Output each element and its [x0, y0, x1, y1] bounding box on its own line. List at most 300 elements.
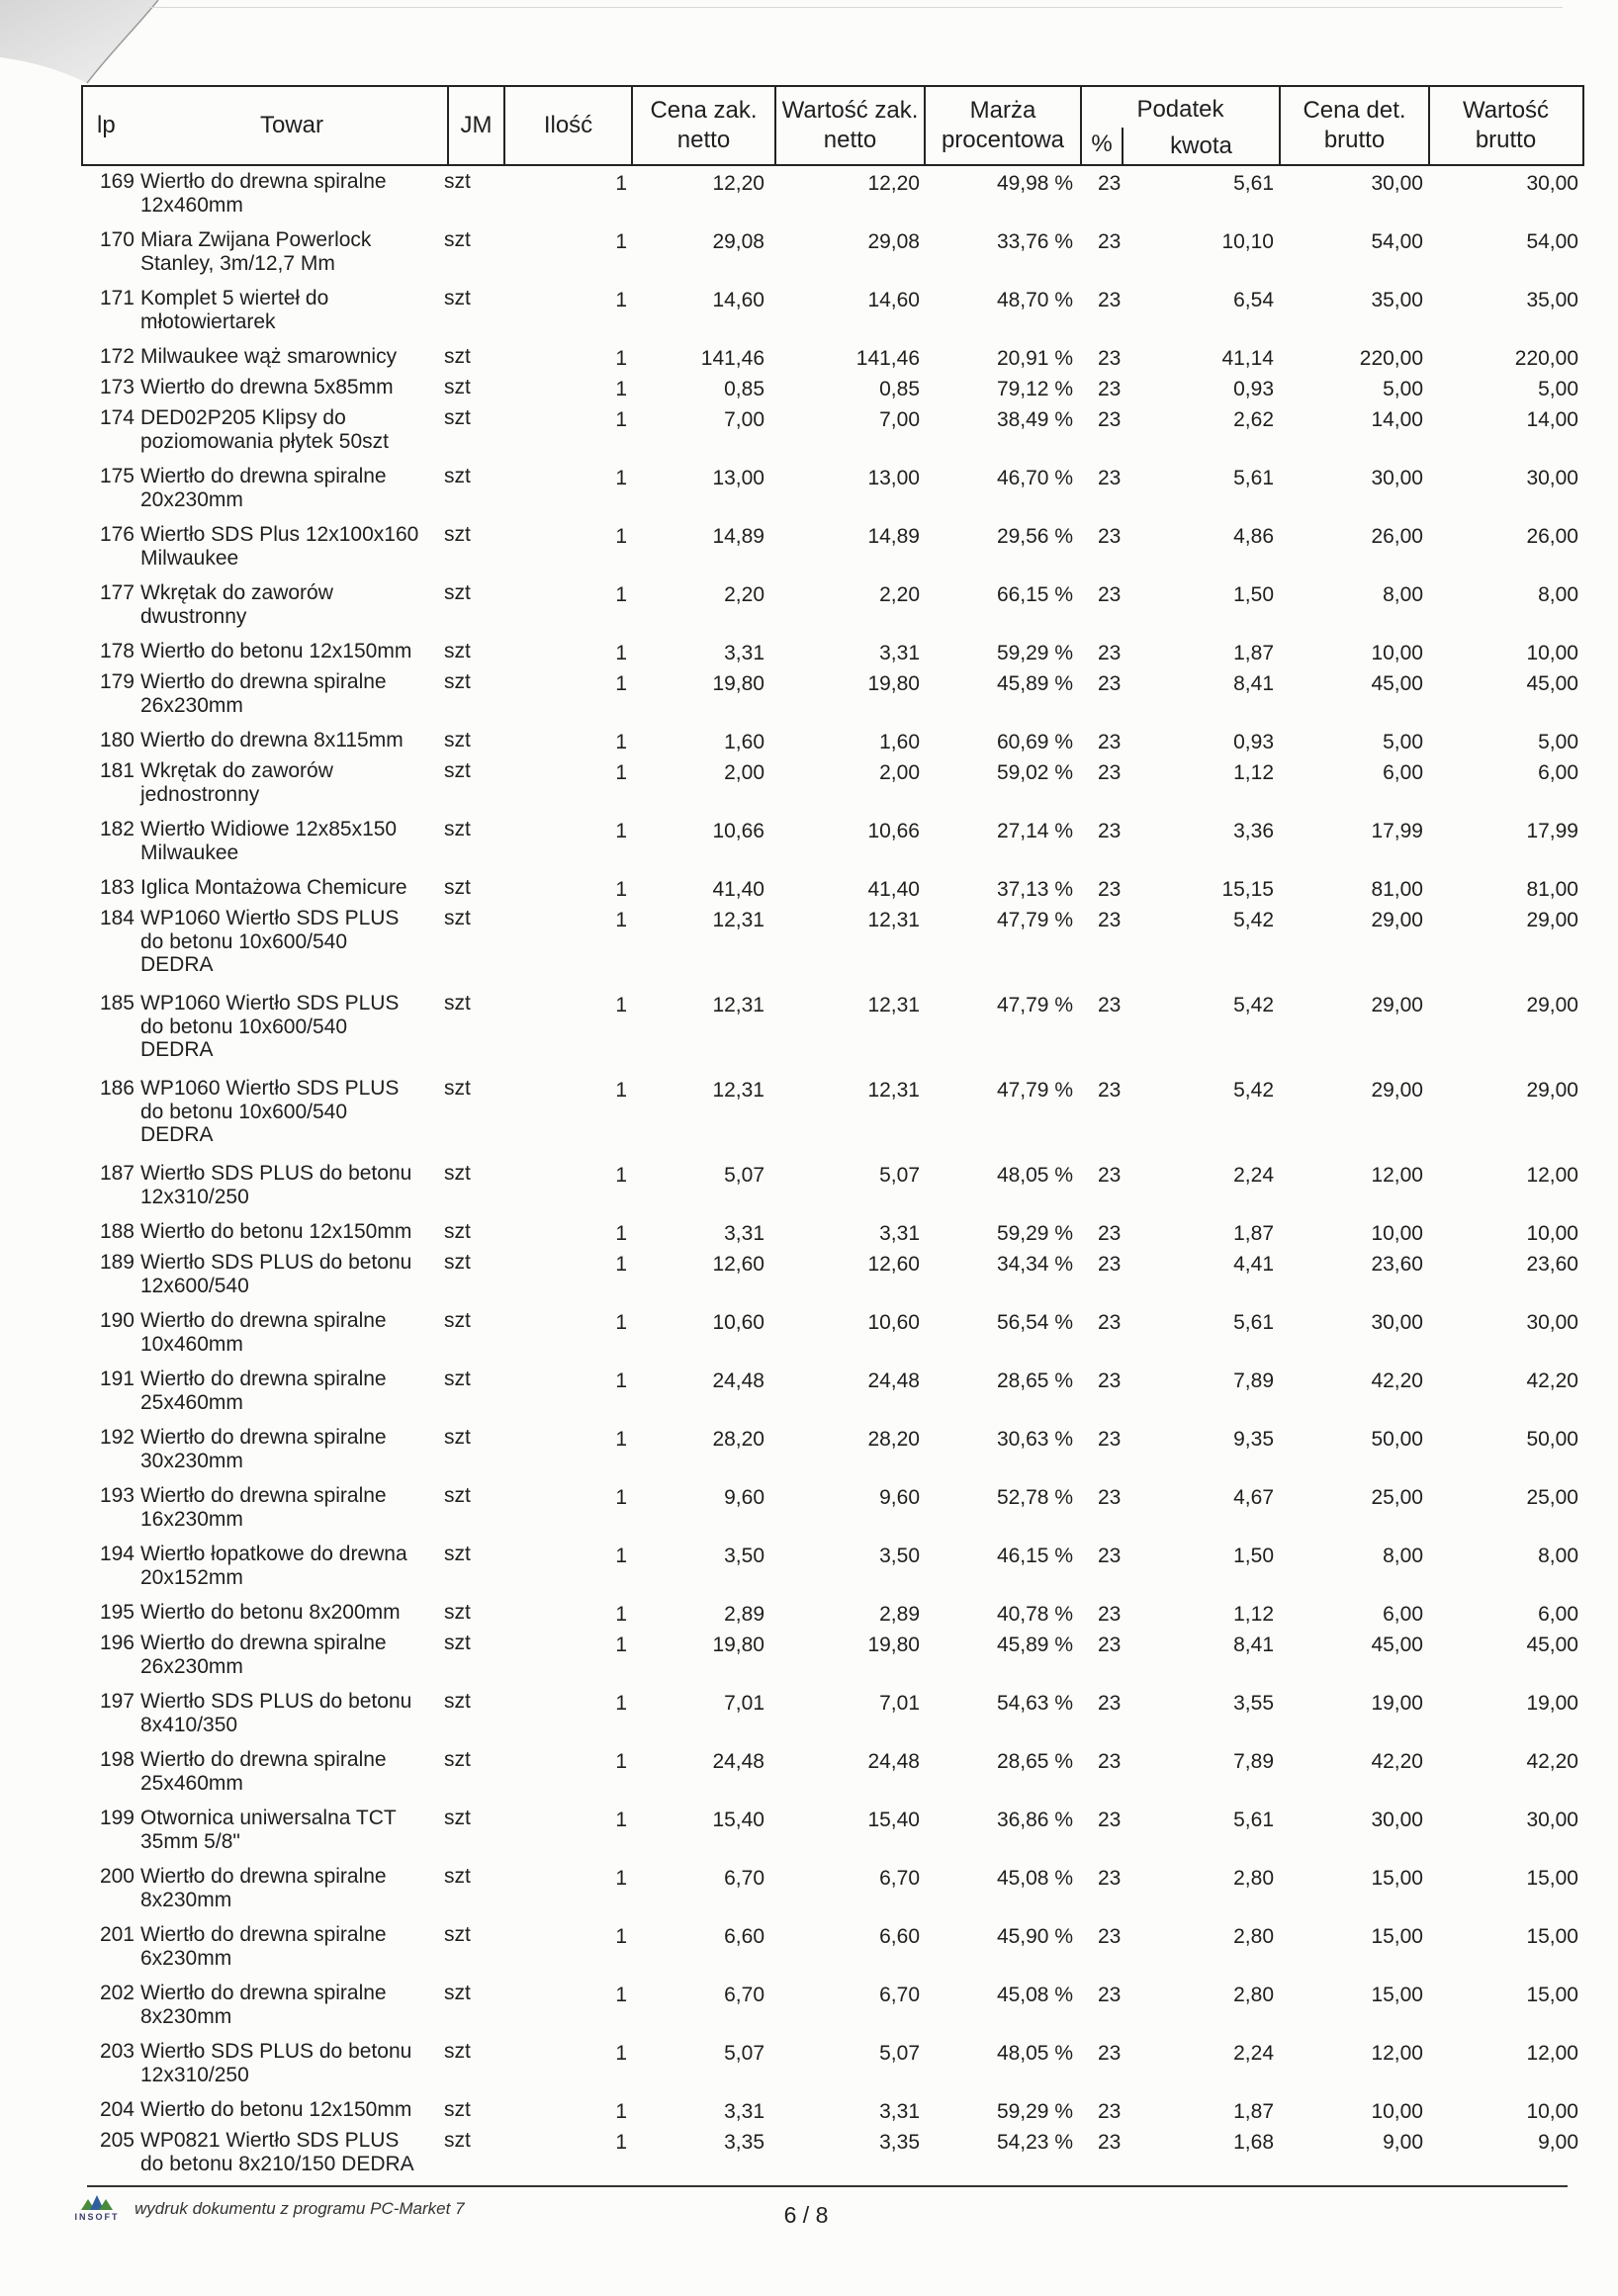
vat-amount: 1,68	[1233, 2131, 1274, 2154]
product-name-line: Wiertło do betonu 12x150mm	[140, 640, 412, 662]
vat-rate: 23	[1098, 347, 1122, 370]
column-header-tax	[1081, 87, 1280, 164]
retail-price-gross: 30,00	[1371, 172, 1423, 195]
purchase-price-net: 141,46	[700, 347, 764, 370]
margin-percent: 29,56 %	[996, 525, 1073, 548]
product-name	[140, 170, 442, 217]
purchase-value-net: 14,60	[867, 289, 920, 311]
row-number: 200	[99, 1865, 135, 1888]
table-body	[0, 166, 1618, 2183]
product-name-line: 12x600/540	[140, 1274, 249, 1297]
value-gross: 12,00	[1526, 2042, 1578, 2065]
unit: szt	[444, 640, 471, 662]
product-name-line: młotowiertarek	[140, 309, 276, 333]
product-name-line: Iglica Montażowa Chemicure	[140, 876, 407, 899]
vat-amount: 2,80	[1233, 1984, 1274, 2006]
retail-price-gross: 23,60	[1371, 1253, 1423, 1276]
margin-percent: 45,89 %	[996, 1634, 1073, 1656]
row-number: 172	[99, 345, 135, 368]
product-name-line: DEDRA	[140, 1123, 214, 1146]
purchase-value-net: 5,07	[879, 2042, 920, 2065]
vat-amount: 6,54	[1233, 289, 1274, 311]
retail-price-gross: 45,00	[1371, 672, 1423, 695]
purchase-price-net: 10,60	[712, 1311, 764, 1334]
vat-rate: 23	[1098, 1164, 1122, 1187]
table-row	[0, 903, 1618, 988]
product-name-line: Wiertło SDS Plus 12x100x160	[140, 523, 419, 546]
column-header-quantity	[504, 87, 632, 164]
unit: szt	[444, 1543, 471, 1565]
product-name-line: Wiertło do drewna spiralne	[140, 170, 387, 193]
product-name-line: 20x152mm	[140, 1565, 243, 1589]
purchase-price-net: 9,60	[724, 1486, 764, 1509]
product-name-line: Wkrętak do zaworów	[140, 581, 333, 604]
vat-amount: 3,55	[1233, 1692, 1274, 1715]
table-row	[0, 1539, 1618, 1597]
vat-amount: 10,10	[1221, 230, 1274, 253]
product-name	[140, 376, 442, 399]
vat-rate: 23	[1098, 1545, 1122, 1567]
retail-price-gross: 8,00	[1383, 1545, 1423, 1567]
unit: szt	[444, 287, 471, 309]
product-name-line: WP0821 Wiertło SDS PLUS	[140, 2129, 400, 2152]
product-name-line: do betonu 10x600/540	[140, 1015, 348, 1038]
quantity: 1	[615, 408, 627, 431]
vat-amount: 5,42	[1233, 909, 1274, 931]
purchase-value-net: 10,66	[867, 820, 920, 842]
column-header-product-label: Towar	[259, 112, 324, 138]
footer-rule	[87, 2185, 1568, 2187]
quantity: 1	[615, 583, 627, 606]
purchase-value-net: 12,31	[867, 1079, 920, 1102]
vat-amount: 2,80	[1233, 1925, 1274, 1948]
unit: szt	[444, 759, 471, 782]
quantity: 1	[615, 2042, 627, 2065]
vat-rate: 23	[1098, 1692, 1122, 1715]
purchase-price-net: 10,66	[712, 820, 764, 842]
vat-amount: 9,35	[1233, 1428, 1274, 1451]
margin-percent: 47,79 %	[996, 909, 1073, 931]
row-number: 175	[99, 465, 135, 487]
unit: szt	[444, 2098, 471, 2121]
purchase-value-net: 7,01	[879, 1692, 920, 1715]
vat-amount: 5,61	[1233, 467, 1274, 489]
value-gross: 45,00	[1526, 672, 1578, 695]
value-gross: 8,00	[1538, 583, 1578, 606]
retail-price-gross: 10,00	[1371, 642, 1423, 664]
margin-percent: 46,70 %	[996, 467, 1073, 489]
row-number: 189	[99, 1251, 135, 1274]
table-row	[0, 755, 1618, 814]
row-number: 195	[99, 1601, 135, 1624]
row-number: 188	[99, 1220, 135, 1243]
product-name-line: Wiertło do drewna 8x115mm	[140, 729, 404, 751]
table-row	[0, 1978, 1618, 2036]
purchase-value-net: 5,07	[879, 1164, 920, 1187]
vat-amount: 2,24	[1233, 1164, 1274, 1187]
quantity: 1	[615, 1692, 627, 1715]
product-name-line: Milwaukee wąż smarownicy	[140, 345, 398, 368]
unit: szt	[444, 1923, 471, 1946]
vat-rate: 23	[1098, 761, 1122, 784]
quantity: 1	[615, 467, 627, 489]
purchase-price-net: 12,31	[712, 1079, 764, 1102]
purchase-value-net: 2,00	[879, 761, 920, 784]
quantity: 1	[615, 1311, 627, 1334]
margin-percent: 54,63 %	[996, 1692, 1073, 1715]
margin-percent: 40,78 %	[996, 1603, 1073, 1626]
margin-percent: 46,15 %	[996, 1545, 1073, 1567]
purchase-value-net: 6,70	[879, 1984, 920, 2006]
product-name-line: Milwaukee	[140, 840, 239, 864]
scan-corner-shadow	[0, 0, 168, 99]
product-name-line: 8x410/350	[140, 1713, 238, 1736]
purchase-price-net: 7,01	[724, 1692, 764, 1715]
insoft-logo	[65, 2193, 129, 2225]
column-header-line: brutto	[1475, 127, 1537, 153]
margin-percent: 45,08 %	[996, 1867, 1073, 1890]
product-name-line: WP1060 Wiertło SDS PLUS	[140, 1077, 400, 1100]
margin-percent: 34,34 %	[996, 1253, 1073, 1276]
purchase-value-net: 28,20	[867, 1428, 920, 1451]
margin-percent: 79,12 %	[996, 378, 1073, 400]
value-gross: 25,00	[1526, 1486, 1578, 1509]
table-row	[0, 814, 1618, 872]
row-number: 190	[99, 1309, 135, 1332]
margin-percent: 28,65 %	[996, 1369, 1073, 1392]
purchase-price-net: 12,31	[712, 909, 764, 931]
margin-percent: 37,13 %	[996, 878, 1073, 901]
row-number: 202	[99, 1982, 135, 2004]
purchase-value-net: 15,40	[867, 1809, 920, 1831]
product-name-line: Wkrętak do zaworów	[140, 759, 333, 782]
vat-rate: 23	[1098, 820, 1122, 842]
column-header-line: netto	[676, 127, 731, 153]
product-name-line: Wiertło do drewna spiralne	[140, 1632, 387, 1654]
margin-percent: 47,79 %	[996, 1079, 1073, 1102]
unit: szt	[444, 406, 471, 429]
product-name	[140, 1748, 442, 1795]
table-row	[0, 402, 1618, 461]
product-name-line: Wiertło do drewna spiralne	[140, 1309, 387, 1332]
column-header-retail-price	[1280, 87, 1429, 164]
retail-price-gross: 54,00	[1371, 230, 1423, 253]
unit: szt	[444, 228, 471, 251]
unit: szt	[444, 1865, 471, 1888]
vat-amount: 15,15	[1221, 878, 1274, 901]
vat-rate: 23	[1098, 1750, 1122, 1773]
purchase-value-net: 12,60	[867, 1253, 920, 1276]
column-header-product	[135, 87, 448, 164]
margin-percent: 45,08 %	[996, 1984, 1073, 2006]
purchase-value-net: 14,89	[867, 525, 920, 548]
product-name	[140, 1982, 442, 2028]
retail-price-gross: 8,00	[1383, 583, 1423, 606]
vat-rate: 23	[1098, 1079, 1122, 1102]
quantity: 1	[615, 761, 627, 784]
vat-amount: 5,61	[1233, 1311, 1274, 1334]
margin-percent: 56,54 %	[996, 1311, 1073, 1334]
purchase-price-net: 5,07	[724, 2042, 764, 2065]
row-number: 197	[99, 1690, 135, 1713]
column-header-line: Marża	[969, 97, 1036, 124]
product-name-line: 25x460mm	[140, 1771, 243, 1795]
row-number: 171	[99, 287, 135, 309]
unit: szt	[444, 876, 471, 899]
vat-rate: 23	[1098, 1984, 1122, 2006]
product-name	[140, 1220, 442, 1244]
unit: szt	[444, 170, 471, 193]
vat-amount: 1,87	[1233, 1222, 1274, 1245]
value-gross: 6,00	[1538, 761, 1578, 784]
row-number: 177	[99, 581, 135, 604]
vat-amount: 8,41	[1233, 672, 1274, 695]
column-header-purchase-price	[632, 87, 775, 164]
purchase-price-net: 15,40	[712, 1809, 764, 1831]
value-gross: 5,00	[1538, 731, 1578, 753]
purchase-price-net: 0,85	[724, 378, 764, 400]
product-name-line: Wiertło do drewna spiralne	[140, 1748, 387, 1771]
unit: szt	[444, 907, 471, 929]
product-name	[140, 1865, 442, 1911]
vat-amount: 0,93	[1233, 378, 1274, 400]
product-name-line: 26x230mm	[140, 1654, 243, 1678]
product-name-line: Wiertło do betonu 12x150mm	[140, 1220, 412, 1243]
table-row	[0, 2036, 1618, 2094]
value-gross: 10,00	[1526, 2100, 1578, 2123]
margin-percent: 33,76 %	[996, 230, 1073, 253]
value-gross: 45,00	[1526, 1634, 1578, 1656]
unit: szt	[444, 1077, 471, 1100]
vat-rate: 23	[1098, 467, 1122, 489]
table-row	[0, 224, 1618, 283]
table-row	[0, 988, 1618, 1073]
value-gross: 17,99	[1526, 820, 1578, 842]
purchase-price-net: 12,31	[712, 994, 764, 1016]
quantity: 1	[615, 2131, 627, 2154]
product-name	[140, 2040, 442, 2086]
row-number: 170	[99, 228, 135, 251]
purchase-value-net: 12,31	[867, 994, 920, 1016]
purchase-price-net: 5,07	[724, 1164, 764, 1187]
retail-price-gross: 5,00	[1383, 731, 1423, 753]
purchase-value-net: 3,31	[879, 1222, 920, 1245]
purchase-value-net: 3,31	[879, 642, 920, 664]
table-row	[0, 872, 1618, 903]
quantity: 1	[615, 230, 627, 253]
value-gross: 54,00	[1526, 230, 1578, 253]
table-row	[0, 283, 1618, 341]
value-gross: 29,00	[1526, 994, 1578, 1016]
table-row	[0, 1247, 1618, 1305]
product-name-line: Wiertło do betonu 12x150mm	[140, 2098, 412, 2121]
vat-rate: 23	[1098, 1809, 1122, 1831]
retail-price-gross: 14,00	[1371, 408, 1423, 431]
retail-price-gross: 19,00	[1371, 1692, 1423, 1715]
product-name	[140, 1309, 442, 1356]
product-name	[140, 1543, 442, 1589]
purchase-price-net: 24,48	[712, 1369, 764, 1392]
value-gross: 8,00	[1538, 1545, 1578, 1567]
purchase-price-net: 24,48	[712, 1750, 764, 1773]
product-name-line: Otwornica uniwersalna TCT	[140, 1807, 397, 1829]
unit: szt	[444, 1162, 471, 1185]
column-divider	[924, 87, 926, 164]
row-number: 184	[99, 907, 135, 929]
product-name-line: Wiertło SDS PLUS do betonu	[140, 1162, 412, 1185]
table-row	[0, 1073, 1618, 1158]
value-gross: 12,00	[1526, 1164, 1578, 1187]
product-name-line: Wiertło do drewna spiralne	[140, 1426, 387, 1449]
row-number: 198	[99, 1748, 135, 1771]
value-gross: 29,00	[1526, 909, 1578, 931]
quantity: 1	[615, 172, 627, 195]
purchase-price-net: 1,60	[724, 731, 764, 753]
product-name-line: Wiertło do drewna spiralne	[140, 465, 387, 487]
table-row	[0, 577, 1618, 636]
margin-percent: 48,05 %	[996, 1164, 1073, 1187]
vat-amount: 7,89	[1233, 1750, 1274, 1773]
unit: szt	[444, 1368, 471, 1390]
margin-percent: 66,15 %	[996, 583, 1073, 606]
vat-rate: 23	[1098, 994, 1122, 1016]
unit: szt	[444, 1807, 471, 1829]
value-gross: 30,00	[1526, 467, 1578, 489]
table-row	[0, 1628, 1618, 1686]
row-number: 201	[99, 1923, 135, 1946]
product-name-line: 12x310/250	[140, 1185, 249, 1208]
product-name-line: 8x230mm	[140, 2004, 232, 2028]
vat-rate: 23	[1098, 642, 1122, 664]
purchase-price-net: 41,40	[712, 878, 764, 901]
column-divider	[1428, 87, 1430, 164]
vat-rate: 23	[1098, 2100, 1122, 2123]
product-name-line: 12x460mm	[140, 193, 243, 217]
quantity: 1	[615, 1428, 627, 1451]
value-gross: 15,00	[1526, 1867, 1578, 1890]
value-gross: 29,00	[1526, 1079, 1578, 1102]
product-name	[140, 670, 442, 717]
value-gross: 14,00	[1526, 408, 1578, 431]
column-header-line: Cena det.	[1303, 97, 1406, 124]
row-number: 183	[99, 876, 135, 899]
vat-amount: 5,61	[1233, 1809, 1274, 1831]
column-divider	[1080, 87, 1082, 164]
value-gross: 5,00	[1538, 378, 1578, 400]
product-name-line: do betonu 8x210/150 DEDRA	[140, 2152, 414, 2175]
vat-rate: 23	[1098, 583, 1122, 606]
margin-percent: 59,29 %	[996, 1222, 1073, 1245]
unit: szt	[444, 729, 471, 751]
table-row	[0, 2094, 1618, 2125]
vat-rate: 23	[1098, 289, 1122, 311]
vat-rate: 23	[1098, 525, 1122, 548]
value-gross: 10,00	[1526, 642, 1578, 664]
retail-price-gross: 50,00	[1371, 1428, 1423, 1451]
margin-percent: 27,14 %	[996, 820, 1073, 842]
insoft-logo-icon	[79, 2193, 115, 2211]
table-row	[0, 636, 1618, 666]
purchase-value-net: 3,35	[879, 2131, 920, 2154]
product-name-line: Wiertło do drewna spiralne	[140, 1982, 387, 2004]
row-number: 187	[99, 1162, 135, 1185]
retail-price-gross: 29,00	[1371, 994, 1423, 1016]
purchase-price-net: 28,20	[712, 1428, 764, 1451]
vat-rate: 23	[1098, 1369, 1122, 1392]
row-number: 174	[99, 406, 135, 429]
product-name-line: WP1060 Wiertło SDS PLUS	[140, 907, 400, 929]
margin-percent: 59,29 %	[996, 2100, 1073, 2123]
product-name-line: Stanley, 3m/12,7 Mm	[140, 251, 335, 275]
retail-price-gross: 29,00	[1371, 1079, 1423, 1102]
table-row	[0, 1803, 1618, 1861]
product-name	[140, 1162, 442, 1208]
vat-rate: 23	[1098, 1428, 1122, 1451]
vat-rate: 23	[1098, 731, 1122, 753]
product-name	[140, 1368, 442, 1414]
column-header-line: procentowa	[941, 127, 1065, 153]
product-name-line: DED02P205 Klipsy do	[140, 406, 346, 429]
product-name	[140, 406, 442, 453]
purchase-value-net: 3,31	[879, 2100, 920, 2123]
unit: szt	[444, 1601, 471, 1624]
row-number: 185	[99, 992, 135, 1015]
table-row	[0, 1364, 1618, 1422]
quantity: 1	[615, 1486, 627, 1509]
quantity: 1	[615, 909, 627, 931]
row-number: 199	[99, 1807, 135, 1829]
product-name-line: poziomowania płytek 50szt	[140, 429, 389, 453]
table-row	[0, 1597, 1618, 1628]
row-number: 203	[99, 2040, 135, 2063]
retail-price-gross: 15,00	[1371, 1925, 1423, 1948]
product-name-line: 25x460mm	[140, 1390, 243, 1414]
table-row	[0, 372, 1618, 402]
unit: szt	[444, 1220, 471, 1243]
purchase-price-net: 3,35	[724, 2131, 764, 2154]
quantity: 1	[615, 347, 627, 370]
product-name-line: Wiertło do drewna 5x85mm	[140, 376, 394, 398]
table-row	[0, 1216, 1618, 1247]
purchase-value-net: 6,60	[879, 1925, 920, 1948]
margin-percent: 54,23 %	[996, 2131, 1073, 2154]
value-gross: 6,00	[1538, 1603, 1578, 1626]
unit: szt	[444, 1748, 471, 1771]
product-name	[140, 876, 442, 900]
vat-amount: 2,24	[1233, 2042, 1274, 2065]
column-header-unit	[448, 87, 504, 164]
table-row	[0, 1422, 1618, 1480]
column-header-tax-amount: kwota	[1170, 132, 1232, 159]
unit: szt	[444, 1632, 471, 1654]
retail-price-gross: 10,00	[1371, 1222, 1423, 1245]
vat-amount: 4,67	[1233, 1486, 1274, 1509]
column-divider	[447, 87, 449, 164]
purchase-price-net: 19,80	[712, 672, 764, 695]
margin-percent: 60,69 %	[996, 731, 1073, 753]
purchase-value-net: 10,60	[867, 1311, 920, 1334]
table-row	[0, 1305, 1618, 1364]
quantity: 1	[615, 289, 627, 311]
margin-percent: 36,86 %	[996, 1809, 1073, 1831]
product-name-line: Komplet 5 wierteł do	[140, 287, 329, 309]
quantity: 1	[615, 1369, 627, 1392]
purchase-value-net: 12,31	[867, 909, 920, 931]
retail-price-gross: 26,00	[1371, 525, 1423, 548]
row-number: 179	[99, 670, 135, 693]
vat-amount: 2,62	[1233, 408, 1274, 431]
unit: szt	[444, 465, 471, 487]
